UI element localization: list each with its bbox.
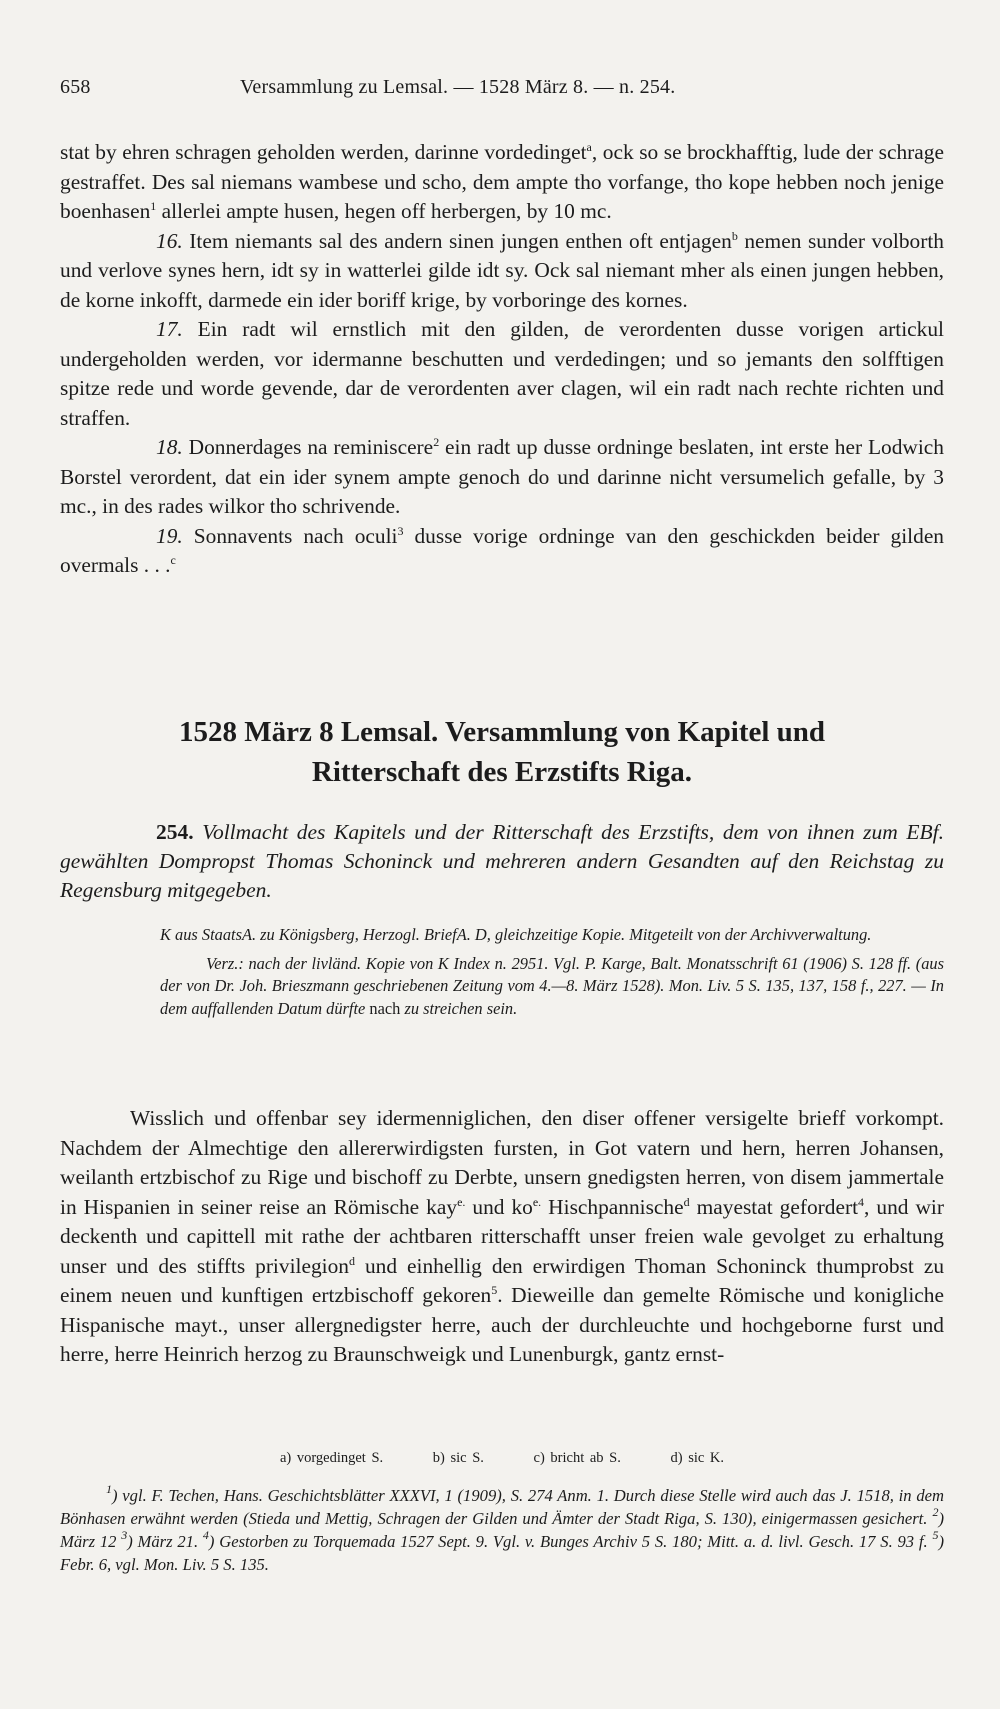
footnote-ref-2: 2 [433, 435, 440, 449]
section-number-17: 17. [156, 317, 183, 341]
footnote-4: ) Gestorben zu Torquemada 1527 Sept. 9. Vgl. v. Bunges Archiv 5 S. 180; Mitt. a. d. livl. Gesch. 17 S. 93 f. [208, 1532, 928, 1551]
section-number-16: 16. [156, 228, 183, 253]
paragraph-18: 18. Donnerdages na reminiscere$^2$ ein radt up dusse ordninge beslaten, int erste her Lodwich Borstel verordent, dat ein ider synem ampte genoch do und darinne nicht versumelich gefalle, by 3 mc., in des rades wilkor tho schrivende. [60, 435, 944, 518]
textnote-a: a) vorgedinget S. [279, 1450, 384, 1466]
footnote-3: ) März 21. [127, 1532, 199, 1551]
textnote-ref-a: a [586, 140, 592, 154]
document-title [60, 818, 944, 905]
footnote-ref-5: 5 [491, 1283, 498, 1297]
page-number: 658 [60, 76, 91, 98]
document-summary: Vollmacht des Kapitels und der Ritterschaft des Erzstifts, dem von ihnen zum EBf. gewählten Dompropst Thomas Schoninck und mehreren andern Gesandten auf den Reichstag zu Regensburg mitgegeben. [60, 820, 944, 902]
textnote-ref-b: b [731, 228, 738, 243]
main-paragraph: Wisslich und offenbar sey idermenniglichen, den diser offener versigelte brieff vorkompt. Nachdem der Almechtige den allererwirdigsten fursten, in Got vatern und hern, herren Johansen, weilanth ertzbischof zu Rige und bischoff zu Derbte, unsern gnedigsten herren, von disem jammertale in Hispanien in seiner reise an Römische kay$^{e.}$ und $ko^{e.}$ Hischpannische$^d$ mayestat gefordert$^4$, und wir deckenth und capittell mit rathe der achtbaren ritterschafft unser freien wale gevolget zu erhaltung unser und des stiffts privilegion$^d$ und einhellig den erwirdigen Thoman Schoninck thumprobst zu einem neuen und kunftigen ertzbischoff gekoren$^5$. Dieweille dan gemelte Römische und konigliche Hispanische mayt., unser allergnedigster herre, auch der durchleuchte und hochgeborne furst und herre, herre Heinrich herzog zu Braunschweigk und Lunenburgk, gantz ernst- [60, 1106, 945, 1366]
document-number: 254. [156, 820, 194, 844]
paragraph-16: 16. Item niemants sal des andern sinen jungen enthen oft entjagen$^b$ nemen sunder volborth und verlove synes hern, idt sy in watterlei gilde idt sy. Ock sal niemant mher als einen jungen hebben, de korne inkofft, darmede ein ider boriff krige, by vorboringe des kornes. [60, 228, 945, 312]
footnote-1: ) vgl. F. Techen, Hans. Geschichtsblätter XXXVI, 1 (1909), S. 274 Anm. 1. Durch diese Stelle wird auch das J. 1518, in dem Bönhasen erwähnt werden (Stieda und Mettig, Schragen der Gilden und Ämter der Stadt Riga, S. 130), einigermassen gesichert. [60, 1486, 944, 1528]
register-note: Verz.: nach der livländ. Kopie von K Index n. 2951. Vgl. P. Karge, Balt. Monatsschrift 61 (1906) S. 128 ff. (aus der von Dr. Joh. Brieszmann geschriebenen Zeitung vom 4.—8. März 1528). Mon. Liv. 5 S. 135, 137, 158 f., 227. — In dem auffallenden Datum dürfte nach zu streichen sein. [160, 953, 944, 1018]
footnotes [60, 1484, 944, 1576]
section-number-19: 19. [156, 523, 183, 548]
textnote-c: c) bricht ab S. [533, 1450, 621, 1466]
footnote-ref-1: 1 [150, 199, 157, 213]
footnote-text: $^1$) vgl. F. Techen, Hans. Geschichtsblätter XXXVI, 1 (1909), S. 274 Anm. 1. Durch diese Stelle wird auch das J. 1518, in dem Bönhasen erwähnt werden (Stieda und Mettig, Schragen der Gilden und Ämter der Stadt Riga, S. 130), einigermassen gesichert. $^2$) März 12 $^3$) März 21. $^4$) Gestorben zu Torquemada 1527 Sept. 9. Vgl. v. Bunges Archiv 5 S. 180; Mitt. a. d. livl. Gesch. 17 S. 93 f. $^5$) Febr. 6, vgl. Mon. Liv. 5 S. 135. [60, 1482, 944, 1574]
running-head: Versammlung zu Lemsal. — 1528 März 8. — n. 254. [240, 76, 676, 98]
textnote-b: b) sic S. [432, 1450, 484, 1466]
paragraph-19: 19. Sonnavents nach oculi$^3$ dusse vorige ordninge van den geschickden beider gilden overmals . . .$^c$ [60, 523, 945, 577]
textnote-ref-c: c [170, 553, 176, 567]
main-document-text [60, 1104, 944, 1370]
source-note: K aus StaatsA. zu Königsberg, Herzogl. BriefA. D, gleichzeitige Kopie. Mitgeteilt von der Archivverwaltung. [160, 925, 872, 944]
section-heading-line-2: Ritterschaft des Erzstifts Riga. [311, 756, 693, 788]
textnote-ref-d: d [683, 1194, 690, 1209]
ordinance-text [60, 138, 944, 581]
footnote-5: ) Febr. 6, vgl. Mon. Liv. 5 S. 135. [60, 1532, 944, 1574]
footnote-ref-3: 3 [397, 523, 404, 538]
footnote-2: ) März 12 [60, 1509, 944, 1551]
page-header [60, 76, 760, 99]
footnote-ref-4: 4 [858, 1194, 865, 1209]
source-apparatus [160, 924, 944, 1020]
section-heading-line-1: 1528 März 8 Lemsal. Versammlung von Kapitel und [178, 716, 826, 748]
textual-notes [60, 1450, 944, 1467]
textnote-d: d) sic K. [670, 1450, 725, 1466]
section-number-18: 18. [156, 435, 183, 459]
paragraph-15-end: stat by ehren schragen geholden werden, darinne vordedinget$^a$, ock so se brockhafftig, lude der schrage gestraffet. Des sal niemans wambese und scho, dem ampte tho vorfange, tho kope hebben noch jenige boenhasen$^1$ allerlei ampte husen, hegen off herbergen, by 10 mc. [60, 140, 944, 223]
paragraph-17: 17. Ein radt wil ernstlich mit den gilden, de verordenten dusse vorigen artickul undergeholden werden, vor idermanne beschutten und verdedingen; und so jemants den solfftigen spitze rede und worde gevende, dar de verordenten aver clagen, wil ein radt nach rechte richten und straffen. [60, 317, 944, 430]
section-heading [60, 712, 944, 792]
